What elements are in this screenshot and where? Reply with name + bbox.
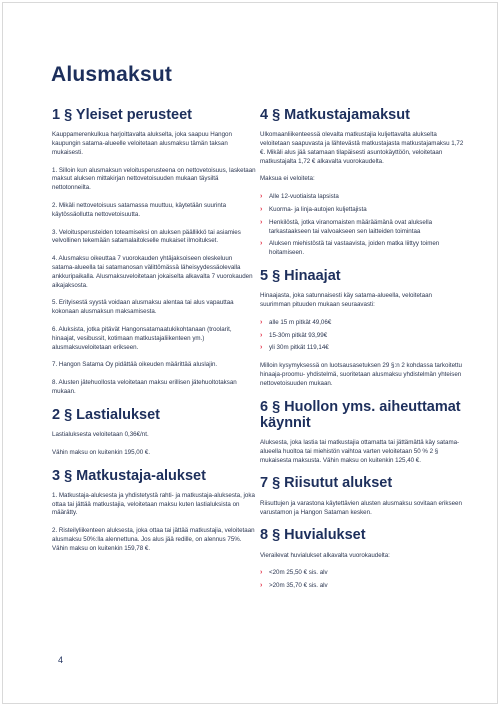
section-4 bbox=[260, 107, 464, 258]
list-item: › <20m 25,50 € sis. alv bbox=[260, 569, 328, 577]
section-1 bbox=[52, 107, 256, 397]
paragraph: Hinaajasta, joka satunnaisesti käy satama-alueella, veloitetaan suurimman pituuden mukaan seuraavasti: bbox=[260, 292, 432, 309]
paragraph: 1. Silloin kun alusmaksun veloitusperusteena on nettovetoisuus, lasketaan maksut aluksen mittakirjan nettovetoisuuden mukaan täysiltä nettotonneilta. bbox=[52, 166, 256, 192]
paragraph: 2. Risteilyliikenteen aluksesta, joka ottaa tai jättää matkustajia, veloitetaan alusmaksu 50%:lla alennettuna. Jos alus jää redille, on alennus 75%. Vähin maksu on kuitenkin 159,78 €. bbox=[52, 527, 255, 552]
paragraph: 4. Alusmaksu oikeuttaa 7 vuorokauden yhtäjaksoiseen oleskeluun satama-alueella tai satamanosan välittömässä läheisyydessäolevalla ankkuripaikalla. Alusmaksuveloitetaan jokaiselta alkavalta 7 vuorokauden aikajaksosta. bbox=[52, 255, 253, 289]
arrow-right-icon: › bbox=[260, 582, 263, 590]
list-item: › Alle 12-vuotiaista lapsista bbox=[260, 193, 339, 201]
list-item: › 15-30m pitkät 93,99€ bbox=[260, 331, 328, 339]
section-heading: 7 § Riisutut alukset bbox=[260, 475, 393, 492]
page-number: 4 bbox=[58, 655, 64, 665]
list-item: › Kuorma- ja linja-autojen kuljettajista bbox=[260, 206, 367, 214]
left-column bbox=[52, 107, 256, 564]
section-heading: 4 § Matkustajamaksut bbox=[260, 107, 410, 123]
section-heading: 5 § Hinaajat bbox=[260, 268, 341, 284]
arrow-right-icon: › bbox=[260, 218, 263, 226]
section-7 bbox=[260, 475, 464, 517]
paragraph: Kauppamerenkulkua harjoittavalta alukselta, joka saapuu Hangon kaupungin satama-alueelle veloitetaan alusmaksu tämän taksan mukaisesti. bbox=[52, 131, 232, 156]
bullet-list bbox=[260, 569, 464, 591]
paragraph: Riisuttujen ja varastona käytettävien alusten alusmaksu sovitaan erikseen varustamon ja Hangon Sataman kesken. bbox=[260, 499, 462, 516]
paragraph: 1. Matkustaja-aluksesta ja yhdistetystä rahti- ja matkustaja-aluksesta, joka ottaa tai jättää matkustajia, veloitetaan maksu kuten lastialuksista on määrätty. bbox=[52, 491, 255, 517]
paragraph: 2. Mikäli nettovetoisuus satamassa muuttuu, käytetään suurinta käytössäollutta nettovetoisuutta. bbox=[52, 202, 227, 218]
section-heading: 1 § Yleiset perusteet bbox=[52, 107, 192, 123]
section-3 bbox=[52, 468, 256, 554]
paragraph: 6. Aluksista, jotka pitävät Hangonsatamaatukikohtanaan (troolarit, hinaajat, vesibussit, kotimaan matkustajaliikenteen ym.) alusmaksuveloitetaan erikseen. bbox=[52, 325, 232, 351]
bullet-list bbox=[260, 193, 464, 258]
paragraph: Aluksesta, joka lastia tai matkustajia ottamatta tai jättämättä käy satama-alueella huoltoa tai miehistön vaihtoa varten veloitetaan 50 % 2 § mukaisesta maksusta. Vähin maksu on kuitenkin 125,40 €. bbox=[260, 439, 460, 464]
section-2 bbox=[52, 407, 256, 458]
paragraph: 5. Erityisestä syystä voidaan alusmaksu alentaa tai alus vapauttaa kokonaan alusmaksun maksamisesta. bbox=[52, 299, 234, 316]
list-item: › yli 30m pitkät 119,14€ bbox=[260, 344, 329, 352]
section-heading: 3 § Matkustaja-alukset bbox=[52, 467, 206, 484]
paragraph: 3. Veloitusperusteiden toteamiseksi on aluksen päällikkö tai asiamies velvollinen tekemään satamalaitokselle mukaiset ilmoitukset. bbox=[52, 228, 241, 245]
arrow-right-icon: › bbox=[260, 331, 263, 339]
section-heading: 2 § Lastialukset bbox=[52, 406, 160, 423]
list-item: › Henkilöstä, jotka viranomaisten määräämänä ovat aluksella tarkastaakseen tai valvoakseen sen laitteiden toimintaa bbox=[260, 218, 433, 235]
arrow-right-icon: › bbox=[260, 240, 263, 248]
bullet-list bbox=[260, 319, 464, 353]
arrow-right-icon: › bbox=[260, 344, 263, 352]
section-heading: 6 § Huollon yms. aiheuttamat käynnit bbox=[260, 398, 461, 431]
paragraph: Ulkomaanliikenteessä olevalta matkustajia kuljettavalta alukselta veloitetaan saapuvasta ja lähtevästä matkustajasta matkustajamaksu 1,72 €. Mikäli alus jää satamaan tilapäisesti asuntokäyttöön, veloitetaan matkustajalta 1,72 € alkavalta vuorokaudelta. bbox=[260, 131, 464, 165]
paragraph: Lastialuksesta veloitetaan 0,36€/nt. bbox=[52, 431, 149, 438]
section-6 bbox=[260, 399, 464, 466]
section-heading: 8 § Huvialukset bbox=[260, 527, 366, 544]
paragraph: 8. Alusten jätehuollosta veloitetaan maksu erillisen jätehuoltotaksan mukaan. bbox=[52, 379, 237, 395]
right-column bbox=[260, 107, 464, 601]
paragraph: 7. Hangon Satama Oy pidättää oikeuden määrittää aluslajin. bbox=[52, 361, 218, 369]
list-item: › Aluksen miehistöstä tai vastaavista, joiden matka liittyy toimen hoitamiseen. bbox=[260, 240, 440, 257]
arrow-right-icon: › bbox=[260, 206, 263, 214]
arrow-right-icon: › bbox=[260, 318, 263, 326]
list-item: › alle 15 m pitkät 49,06€ bbox=[260, 318, 332, 326]
arrow-right-icon: › bbox=[260, 193, 263, 201]
arrow-right-icon: › bbox=[260, 569, 263, 577]
document-page bbox=[2, 2, 498, 704]
paragraph: Vierailevat huvialukset alkavalta vuorokaudelta: bbox=[260, 551, 390, 559]
list-item: › >20m 35,70 € sis. alv bbox=[260, 582, 328, 590]
paragraph: Maksua ei veloiteta: bbox=[260, 175, 315, 183]
section-8 bbox=[260, 527, 464, 591]
paragraph: Milloin kysymyksessä on luotsausasetuksen 29 §:n 2 kohdassa tarkoitettu hinaaja-proomu- yhdistelmä, suoritetaan alusmaksu yhdistelmän yhteisen nettovetoisuuden mukaan. bbox=[260, 362, 462, 387]
paragraph: Vähin maksu on kuitenkin 195,00 €. bbox=[52, 448, 151, 456]
page-title: Alusmaksut bbox=[51, 63, 173, 86]
section-5 bbox=[260, 268, 464, 389]
